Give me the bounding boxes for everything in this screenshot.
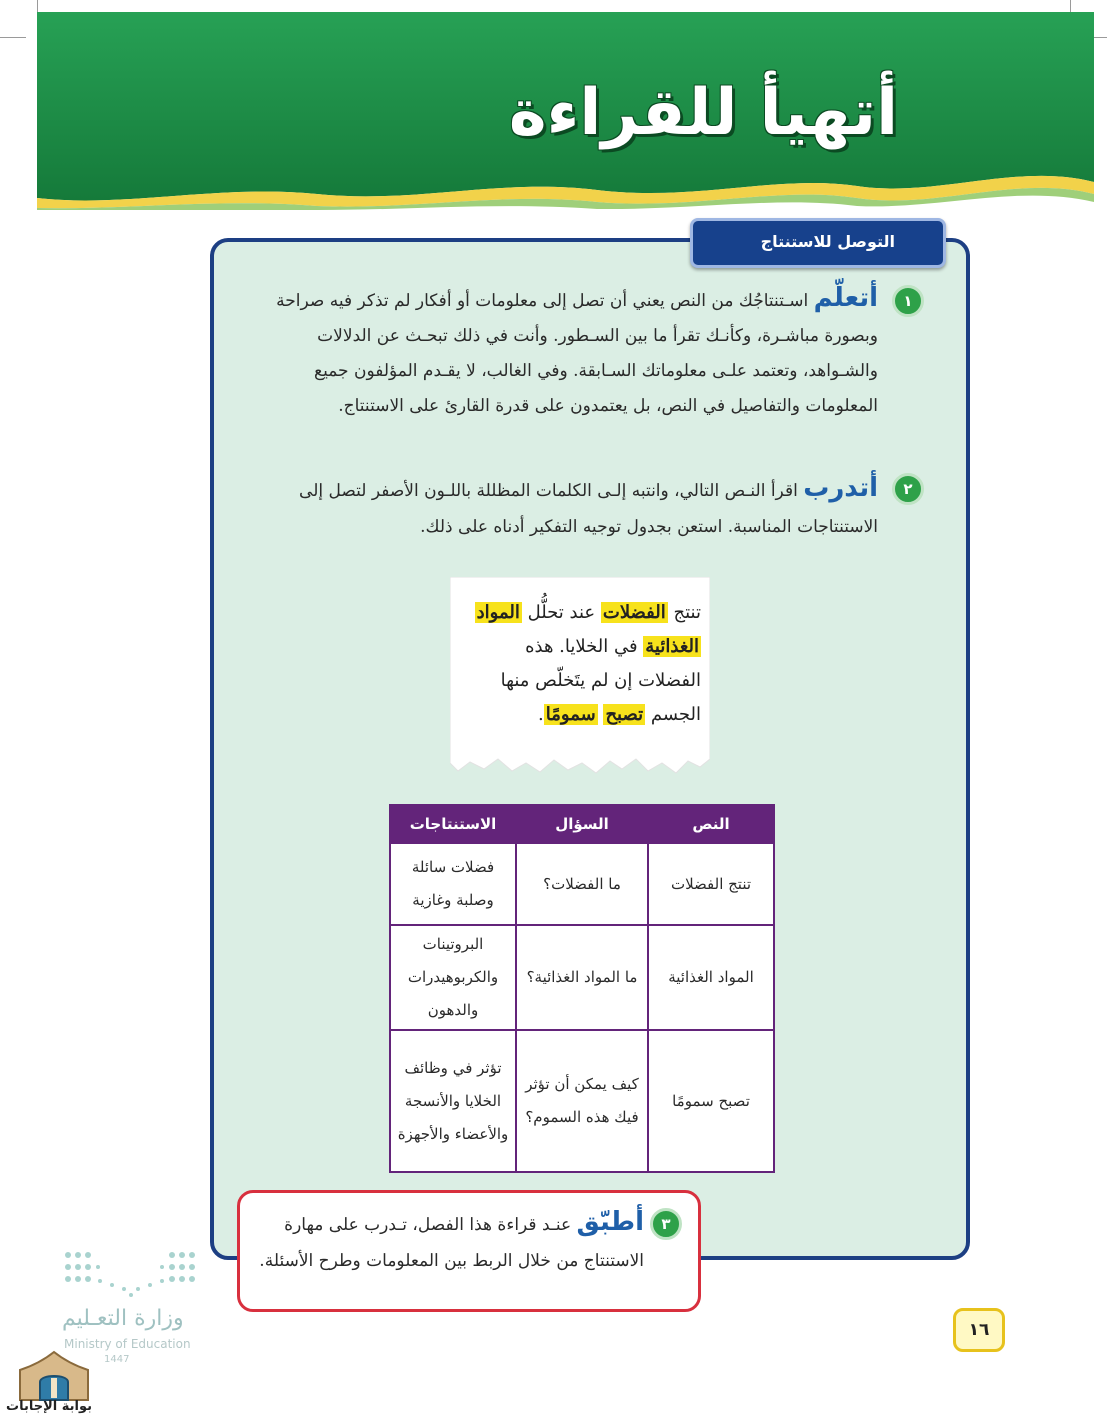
section-tab-label: التوصل للاستنتاج	[760, 232, 895, 251]
note-word: إن لم يتَخلّص منها الجسم	[500, 670, 701, 725]
highlight-word: تصبح	[605, 704, 644, 725]
learn-line: المعلومات والتفاصيل في النص، بل يعتمدون على قدرة القارئ على الاستنتاج.	[338, 396, 878, 416]
thinking-guide-table	[389, 804, 775, 1173]
table-cell: تنتج الفضلات	[648, 843, 774, 925]
table-cell: تؤثر في وظائف الخلايا والأنسجة والأعضاء والأجهزة	[390, 1030, 516, 1172]
apply-line: الاستنتاج من خلال الربط بين المعلومات وطرح الأسئلة.	[259, 1251, 644, 1271]
table-cell: تصبح سمومًا	[648, 1030, 774, 1172]
ministry-year: 1447	[104, 1354, 130, 1365]
apply-line: عنـد قراءة هذا الفصل، تـدرب على مهارة	[284, 1215, 572, 1235]
answers-portal-label: بوابة الإجابات	[6, 1399, 92, 1414]
note-word: .	[538, 704, 544, 725]
table-header: النص	[648, 805, 774, 843]
note-word: عند تحلُّل	[527, 602, 596, 623]
learn-keyword: أتعلّم	[813, 283, 878, 313]
learn-line: اسـتنتاجُك من النص يعني أن تصل إلى معلومات أو أفكار لم تذكر فيه صراحة	[276, 291, 809, 311]
crop-mark	[0, 37, 26, 38]
practice-paragraph	[252, 470, 878, 545]
section-tab	[690, 218, 946, 268]
step-number-1: ١	[892, 285, 924, 317]
ministry-name-en: Ministry of Education	[64, 1337, 191, 1351]
table-cell: كيف يمكن أن تؤثر فيك هذه السموم؟	[516, 1030, 648, 1172]
table-row	[390, 1030, 774, 1172]
learn-line: والشـواهد، وتعتمد علـى معلوماتك السـابقة. وفي الغالب، لا يقـدم المؤلفون جميع	[314, 361, 878, 381]
highlight-word: الغذائية	[645, 636, 699, 657]
apply-keyword: أطبّق	[576, 1207, 644, 1237]
page-title: أتهيأ للقراءة	[508, 76, 898, 150]
note-text	[463, 596, 701, 732]
learn-paragraph	[252, 281, 878, 424]
practice-keyword: أتدرب	[803, 473, 878, 503]
table-cell: المواد الغذائية	[648, 925, 774, 1030]
table-cell: ما الفضلات؟	[516, 843, 648, 925]
table-header: السؤال	[516, 805, 648, 843]
highlight-word: الفضلات	[602, 602, 666, 623]
table-cell: ما المواد الغذائية؟	[516, 925, 648, 1030]
apply-paragraph	[252, 1204, 644, 1279]
page-number: ١٦	[953, 1308, 1005, 1352]
note-word: تنتج	[673, 602, 701, 623]
highlight-word: المواد	[476, 602, 520, 623]
practice-line: اقرأ النـص التالي، وانتبه إلـى الكلمات المظللة باللـون الأصفر لتصل إلى	[299, 481, 798, 501]
step-number-3: ٣	[650, 1208, 682, 1240]
table-row	[390, 843, 774, 925]
title-banner	[37, 12, 1094, 210]
ministry-name-ar: وزارة التعـليم	[62, 1306, 184, 1331]
table-header: الاستنتاجات	[390, 805, 516, 843]
table-cell: فضلات سائلة وصلبة وغازية	[390, 843, 516, 925]
table-row	[390, 925, 774, 1030]
note-word: في الخلايا. هذه الفضلات	[525, 636, 701, 691]
table-cell: البروتينات والكربوهيدرات والدهون	[390, 925, 516, 1030]
practice-line: الاستنتاجات المناسبة. استعن بجدول توجيه التفكير أدناه على ذلك.	[420, 517, 878, 537]
highlight-word: سمومًا	[545, 704, 596, 725]
step-number-2: ٢	[892, 473, 924, 505]
table-header-row	[390, 805, 774, 843]
learn-line: وبصورة مباشـرة، وكأنـك تقرأ ما بين السـطور. وأنت في ذلك تبحـث عن الدلالات	[317, 326, 878, 346]
